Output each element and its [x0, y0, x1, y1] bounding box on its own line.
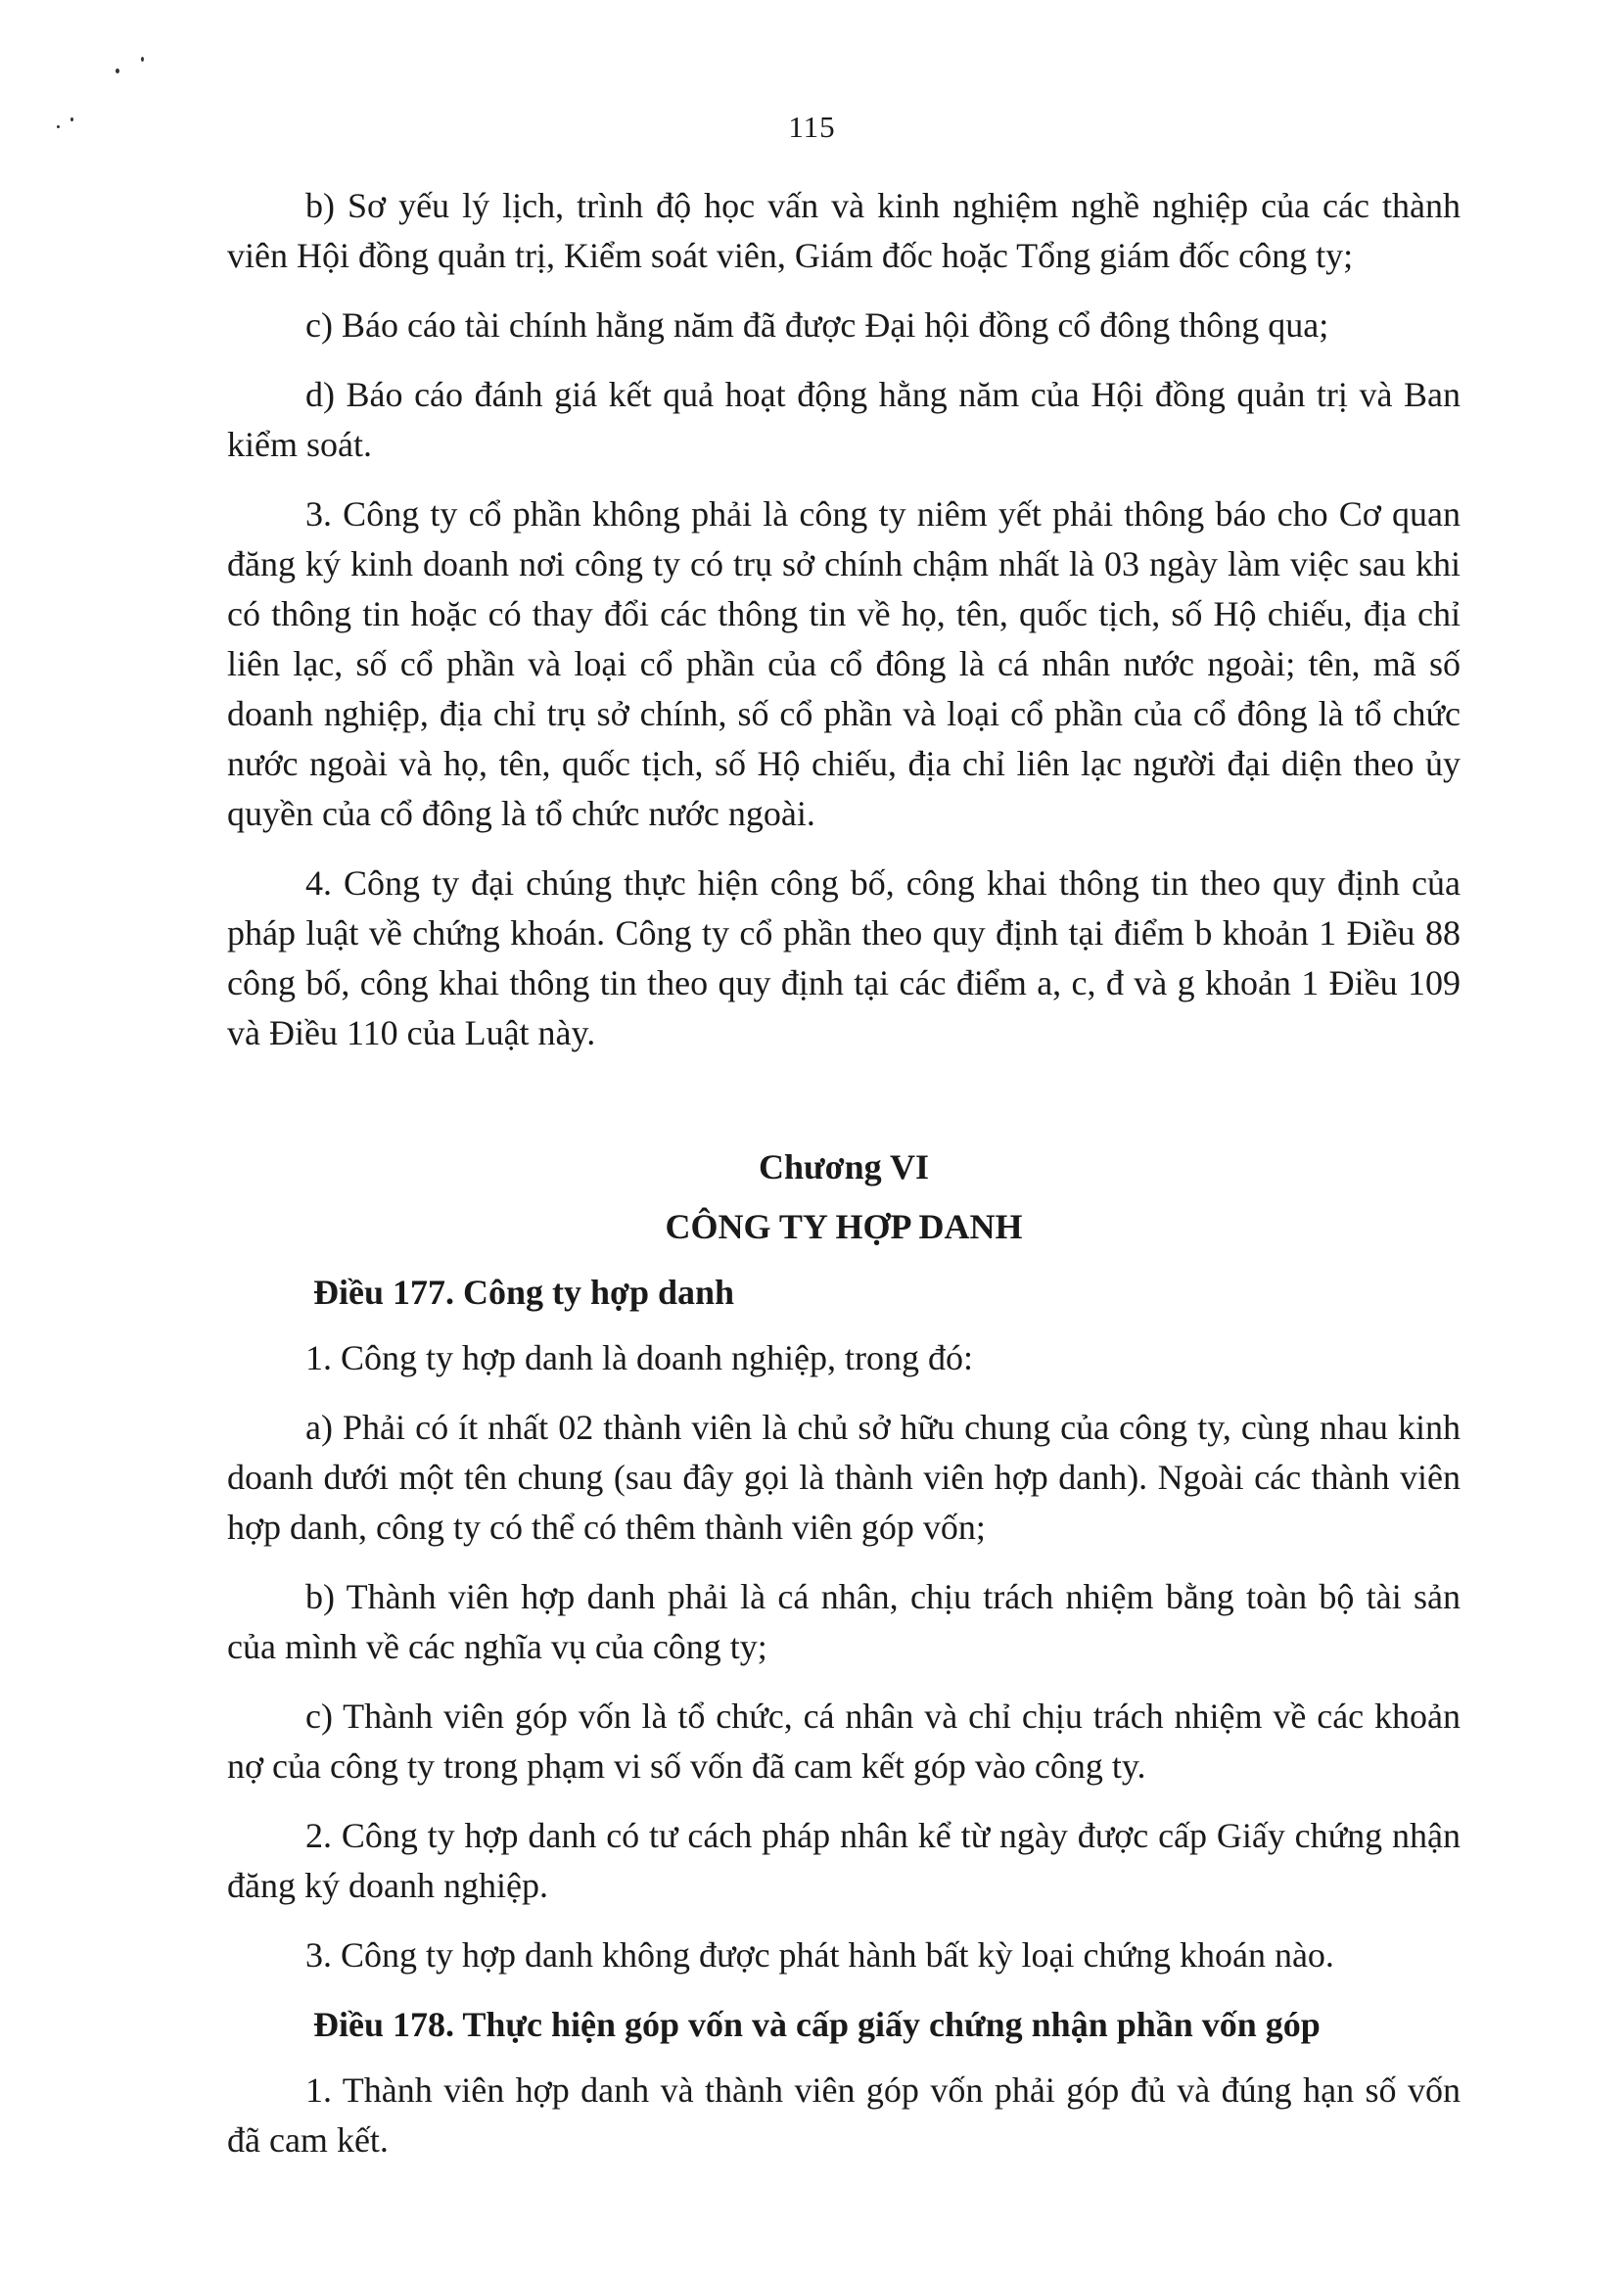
paragraph: d) Báo cáo đánh giá kết quả hoạt động hằng năm của Hội đồng quản trị và Ban kiểm soát. — [227, 375, 1461, 464]
article-heading: Điều 178. Thực hiện góp vốn và cấp giấy chứng nhận phần vốn góp — [313, 2005, 1321, 2044]
chapter-label: Chương VI — [759, 1147, 929, 1186]
scan-speck — [141, 57, 144, 62]
paragraph: 1. Công ty hợp danh là doanh nghiệp, trong đó: — [305, 1338, 973, 1377]
paragraph: 1. Thành viên hợp danh và thành viên góp vốn phải góp đủ và đúng hạn số vốn đã cam kết. — [227, 2070, 1461, 2160]
paragraph: 2. Công ty hợp danh có tư cách pháp nhân kể từ ngày được cấp Giấy chứng nhận đăng ký doanh nghiệp. — [227, 1816, 1461, 1905]
paragraph: c) Thành viên góp vốn là tổ chức, cá nhân và chỉ chịu trách nhiệm về các khoản nợ của công ty trong phạm vi số vốn đã cam kết góp vào công ty. — [227, 1697, 1461, 1786]
paragraph: 3. Công ty hợp danh không được phát hành bất kỳ loại chứng khoán nào. — [305, 1935, 1334, 1975]
chapter-title: CÔNG TY HỢP DANH — [665, 1207, 1023, 1246]
paragraph: a) Phải có ít nhất 02 thành viên là chủ sở hữu chung của công ty, cùng nhau kinh doanh dưới một tên chung (sau đây gọi là thành viên hợp danh). Ngoài các thành viên hợp danh, công ty có thể có thêm thành viên góp vốn; — [227, 1408, 1461, 1547]
page-number: 115 — [788, 110, 836, 144]
paragraph: b) Thành viên hợp danh phải là cá nhân, chịu trách nhiệm bằng toàn bộ tài sản của mình về các nghĩa vụ của công ty; — [227, 1577, 1461, 1666]
article-heading: Điều 177. Công ty hợp danh — [313, 1273, 735, 1312]
paragraph: b) Sơ yếu lý lịch, trình độ học vấn và kinh nghiệm nghề nghiệp của các thành viên Hội đồng quản trị, Kiểm soát viên, Giám đốc hoặc Tổng giám đốc công ty; — [227, 186, 1461, 275]
document-body — [227, 181, 1461, 2185]
scan-speck — [116, 69, 119, 73]
paragraph: c) Báo cáo tài chính hằng năm đã được Đại hội đồng cổ đông thông qua; — [305, 305, 1329, 345]
paragraph: 3. Công ty cổ phần không phải là công ty niêm yết phải thông báo cho Cơ quan đăng ký kinh doanh nơi công ty có trụ sở chính chậm nhất là 03 ngày làm việc sau khi có thông tin hoặc có thay đổi các thông tin về họ, tên, quốc tịch, số Hộ chiếu, địa chỉ liên lạc, số cổ phần và loại cổ phần của cổ đông là cá nhân nước ngoài; tên, mã số doanh nghiệp, địa chỉ trụ sở chính, số cổ phần và loại cổ phần của cổ đông là tổ chức nước ngoài và họ, tên, quốc tịch, số Hộ chiếu, địa chỉ liên lạc người đại diện theo ủy quyền của cổ đông là tổ chức nước ngoài. — [227, 494, 1461, 833]
paragraph: 4. Công ty đại chúng thực hiện công bố, công khai thông tin theo quy định của pháp luật về chứng khoán. Công ty cổ phần theo quy định tại điểm b khoản 1 Điều 88 công bố, công khai thông tin theo quy định tại các điểm a, c, đ và g khoản 1 Điều 109 và Điều 110 của Luật này. — [227, 863, 1461, 1052]
